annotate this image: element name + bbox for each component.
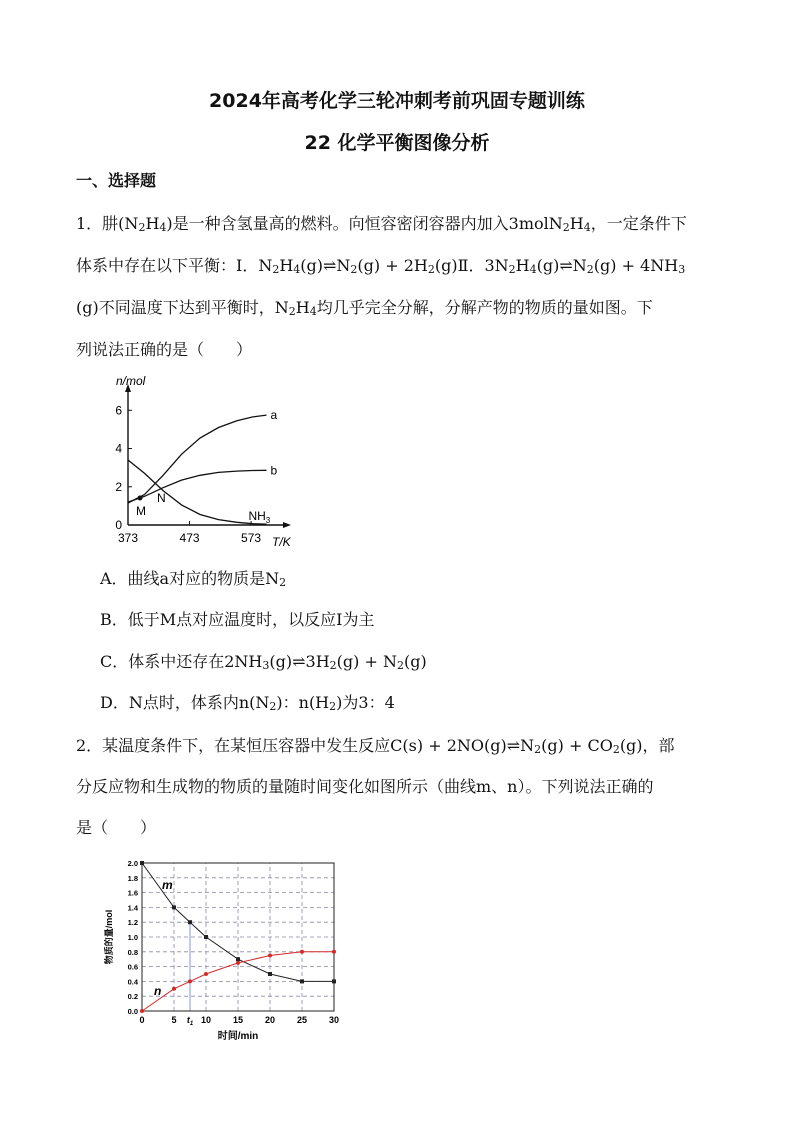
chart2-xtick-label: 5 xyxy=(171,1015,177,1025)
chart2-ytick-label: 1.6 xyxy=(127,888,138,898)
q1-stem-line-2: 体系中存在以下平衡：I．$N_2H_4(g)\rightleftharpoons N_2(g)$ + $2H_2(g)Ⅱ$．$3N_2H_4(g)\rightleftharpoons N_2(g) + 4NH_3$ xyxy=(76,256,686,276)
chart2-xtick-label: 10 xyxy=(200,1015,212,1025)
label-n: n xyxy=(154,984,162,998)
series-b-line xyxy=(128,470,267,502)
label-N: N xyxy=(157,491,166,505)
chart2-ytick-label: 1.0 xyxy=(127,933,138,942)
chart2-ytick-label: 1.4 xyxy=(127,903,138,913)
q2-stem-line-1: 2．某温度条件下，在某恒压容器中发生反应$C(s) + 2NO(g)\rightleftharpoons N_2(g) + CO_2(g)$，部 xyxy=(76,736,675,756)
series-m-point xyxy=(268,972,272,976)
series-m-point xyxy=(188,920,192,924)
series-a-label: a xyxy=(270,408,278,423)
chart2-ylabel: 物质的量/mol xyxy=(104,909,114,965)
page-subtitle: 22 化学平衡图像分析 xyxy=(304,132,490,154)
chart2-ytick-label: 0.6 xyxy=(127,962,138,972)
label-m: m xyxy=(162,878,173,892)
q2-stem-line-2: 分反应物和生成物的物质的量随时间变化如图所示（曲线m、n）。下列说法正确的 xyxy=(76,777,654,796)
q1-option-d[interactable]: D．N点时，体系内$n(N_2)$：$n(H_2)$为3：4 xyxy=(100,693,395,713)
chart2-xtick-label: 20 xyxy=(264,1015,276,1025)
q1-option-a[interactable]: A．曲线a对应的物质是$N_2$ xyxy=(100,569,287,589)
series-b-label: b xyxy=(270,463,278,478)
point-M xyxy=(138,496,143,501)
chart2-xlabel: 时间/min xyxy=(217,1031,259,1042)
chart2-xtick-label: 25 xyxy=(296,1015,308,1025)
chart1-xtick-label: 373 xyxy=(117,531,139,545)
series-n-point xyxy=(268,954,272,958)
chart2-ytick-label: 1.2 xyxy=(127,918,138,928)
chart1-axes xyxy=(128,390,285,525)
series-a-line xyxy=(128,415,267,503)
series-n-point xyxy=(236,961,240,965)
q2-stem-line-3: 是（ ） xyxy=(76,818,157,837)
section-heading: 一、选择题 xyxy=(76,171,157,190)
chart1-xtick-label: 573 xyxy=(241,531,262,545)
series-m-point xyxy=(236,957,240,961)
q1-chart xyxy=(100,370,300,555)
chart2-xtick-label: 15 xyxy=(232,1015,244,1025)
chart2-ytick-label: 1.8 xyxy=(127,873,138,883)
q2-chart xyxy=(100,855,350,1045)
series-n-point xyxy=(300,950,304,954)
chart2-ytick-label: 0.2 xyxy=(127,992,138,1002)
label-M: M xyxy=(136,504,146,518)
series-m-point xyxy=(140,861,144,865)
chart2-ytick-label: 0.4 xyxy=(127,977,138,987)
page-title: 2024年高考化学三轮冲刺考前巩固专题训练 xyxy=(209,90,585,112)
series-m-point xyxy=(300,979,304,983)
chart1-ytick-label: 4 xyxy=(115,441,122,456)
chart2-ytick-label: 2.0 xyxy=(127,859,138,868)
series-n-point xyxy=(204,972,208,976)
chart1-xtick-label: 473 xyxy=(179,531,200,545)
q1-option-c[interactable]: C．体系中还存在$2NH_3(g)\rightleftharpoons 3H_2(g) + N_2(g)$ xyxy=(100,652,427,672)
series-n-point xyxy=(140,1009,144,1013)
series-m-point xyxy=(332,979,336,983)
q1-option-b[interactable]: B．低于M点对应温度时，以反应Ⅰ为主 xyxy=(100,610,375,629)
series-n-point xyxy=(188,979,192,983)
chart1-x-arrow xyxy=(283,522,291,528)
series-n-point xyxy=(332,950,336,954)
q1-stem-line-4: 列说法正确的是（ ） xyxy=(76,340,253,359)
series-nh3-line xyxy=(128,460,267,524)
series-m-point xyxy=(204,935,208,939)
series-m-point xyxy=(172,905,176,909)
chart2-xtick-label: $t_1$ xyxy=(186,1015,194,1027)
series-n-point xyxy=(172,987,176,991)
q1-stem-line-1: 1．肼$(N_2H_4)$是一种含氢量高的燃料。向恒容密闭容器内加入$3molN_2H_4$，一定条件下 xyxy=(76,214,687,234)
q1-stem-line-3: (g)不同温度下达到平衡时，$N_2H_4$均几乎完全分解，分解产物的物质的量如图。下 xyxy=(76,298,653,318)
chart1-ytick-label: 0 xyxy=(115,518,122,532)
chart2-xtick-label: 0 xyxy=(139,1015,145,1025)
chart1-xlabel: T/K xyxy=(272,535,291,549)
chart1-ylabel: n/mol xyxy=(116,374,146,388)
chart2-ytick-label: 0.0 xyxy=(127,1007,138,1016)
series-nh3-label: $NH_3$ xyxy=(248,509,271,526)
chart1-ytick-label: 6 xyxy=(115,403,122,418)
chart2-xtick-label: 30 xyxy=(328,1015,340,1025)
chart2-ytick-label: 0.8 xyxy=(127,947,138,957)
chart1-ytick-label: 2 xyxy=(115,479,122,494)
